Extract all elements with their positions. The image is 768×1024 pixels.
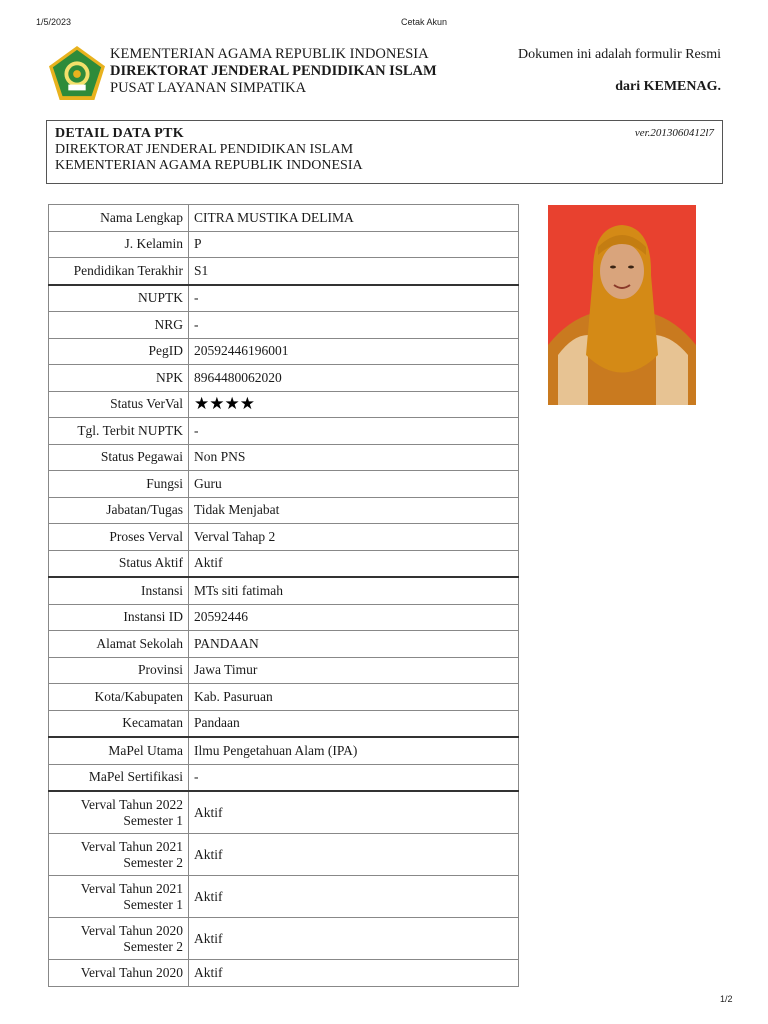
table-row (49, 524, 519, 551)
print-date: 1/5/2023 (36, 17, 72, 27)
detail-subtitle-2: KEMENTERIAN AGAMA REPUBLIK INDONESIA (55, 158, 363, 173)
row-value: Pandaan (189, 710, 519, 737)
verval-semester: Semester 2 (123, 854, 183, 870)
table-row (49, 550, 519, 577)
verval-semester: Semester 2 (123, 938, 183, 954)
table-row (49, 285, 519, 312)
table-row (49, 391, 519, 418)
row-value: - (189, 285, 519, 312)
ministry-heading (110, 46, 437, 97)
verval-year: Verval Tahun 2021 (80, 880, 183, 896)
official-note-source: dari KEMENAG. (615, 79, 721, 94)
row-label: Nama Lengkap (49, 205, 189, 232)
table-row (49, 471, 519, 498)
verval-row (49, 791, 519, 834)
verval-label (49, 791, 189, 834)
row-label: Instansi (49, 577, 189, 604)
official-note: Dokumen ini adalah formulir Resmi (518, 47, 721, 62)
verval-label (49, 960, 189, 987)
row-label: Instansi ID (49, 604, 189, 631)
table-row (49, 258, 519, 285)
ptk-data-table (48, 204, 519, 987)
row-label: Kecamatan (49, 710, 189, 737)
ministry-line3: PUSAT LAYANAN SIMPATIKA (110, 80, 307, 96)
verval-year: Verval Tahun 2022 (80, 796, 183, 812)
row-label: Status Aktif (49, 550, 189, 577)
row-label: Provinsi (49, 657, 189, 684)
table-row (49, 764, 519, 791)
ministry-line1: KEMENTERIAN AGAMA REPUBLIK INDONESIA (110, 46, 429, 62)
profile-photo (548, 205, 696, 405)
table-row (49, 657, 519, 684)
row-value: S1 (189, 258, 519, 285)
row-value: - (189, 764, 519, 791)
verval-year: Verval Tahun 2021 (80, 838, 183, 854)
row-value: 20592446 (189, 604, 519, 631)
row-value: 8964480062020 (189, 365, 519, 392)
verval-value: Aktif (189, 876, 519, 918)
row-value: CITRA MUSTIKA DELIMA (189, 205, 519, 232)
row-label: Tgl. Terbit NUPTK (49, 418, 189, 445)
table-row (49, 737, 519, 764)
verval-label (49, 876, 189, 918)
version-label: ver.2013060412l7 (634, 127, 714, 139)
verval-row (49, 834, 519, 876)
table-row (49, 710, 519, 737)
row-value: Jawa Timur (189, 657, 519, 684)
verval-value: Aktif (189, 918, 519, 960)
ministry-line2: DIREKTORAT JENDERAL PENDIDIKAN ISLAM (110, 63, 437, 79)
table-row (49, 365, 519, 392)
row-label: Status VerVal (49, 391, 189, 418)
row-label: Status Pegawai (49, 444, 189, 471)
row-label: Pendidikan Terakhir (49, 258, 189, 285)
row-label: PegID (49, 338, 189, 365)
row-label: NUPTK (49, 285, 189, 312)
row-value: ★★★★ (189, 391, 519, 418)
verval-row (49, 876, 519, 918)
row-value: 20592446196001 (189, 338, 519, 365)
row-value: - (189, 312, 519, 339)
row-label: Jabatan/Tugas (49, 497, 189, 524)
row-label: Proses Verval (49, 524, 189, 551)
row-value: Kab. Pasuruan (189, 684, 519, 711)
verval-value: Aktif (189, 834, 519, 876)
table-row (49, 631, 519, 658)
row-label: Fungsi (49, 471, 189, 498)
row-label: Alamat Sekolah (49, 631, 189, 658)
kemenag-logo (48, 45, 106, 101)
row-label: MaPel Sertifikasi (49, 764, 189, 791)
table-row (49, 231, 519, 258)
print-title: Cetak Akun (400, 17, 448, 27)
table-row (49, 684, 519, 711)
table-row (49, 497, 519, 524)
table-row (49, 604, 519, 631)
table-row (49, 312, 519, 339)
table-row (49, 205, 519, 232)
detail-subtitle-1: DIREKTORAT JENDERAL PENDIDIKAN ISLAM (55, 142, 354, 157)
row-value: P (189, 231, 519, 258)
row-label: MaPel Utama (49, 737, 189, 764)
table-row (49, 338, 519, 365)
verval-value: Aktif (189, 960, 519, 987)
verval-label (49, 834, 189, 876)
verval-semester: Semester 1 (123, 812, 183, 828)
verval-semester: Semester 1 (123, 896, 183, 912)
verval-label (49, 918, 189, 960)
row-value: Guru (189, 471, 519, 498)
row-value: Verval Tahap 2 (189, 524, 519, 551)
row-value: PANDAAN (189, 631, 519, 658)
verval-row (49, 960, 519, 987)
table-row (49, 577, 519, 604)
table-row (49, 444, 519, 471)
page-number: 1/2 (720, 994, 733, 1004)
detail-title: DETAIL DATA PTK (55, 126, 184, 141)
row-value: Ilmu Pengetahuan Alam (IPA) (189, 737, 519, 764)
verval-year: Verval Tahun 2020 (80, 964, 183, 980)
row-value: Aktif (189, 550, 519, 577)
row-label: J. Kelamin (49, 231, 189, 258)
verval-value: Aktif (189, 791, 519, 834)
verval-year: Verval Tahun 2020 (80, 922, 183, 938)
row-value: MTs siti fatimah (189, 577, 519, 604)
detail-header-box (46, 120, 723, 184)
table-row (49, 418, 519, 445)
row-label: NRG (49, 312, 189, 339)
row-value: - (189, 418, 519, 445)
row-label: Kota/Kabupaten (49, 684, 189, 711)
row-label: NPK (49, 365, 189, 392)
row-value: Non PNS (189, 444, 519, 471)
row-value: Tidak Menjabat (189, 497, 519, 524)
verval-row (49, 918, 519, 960)
